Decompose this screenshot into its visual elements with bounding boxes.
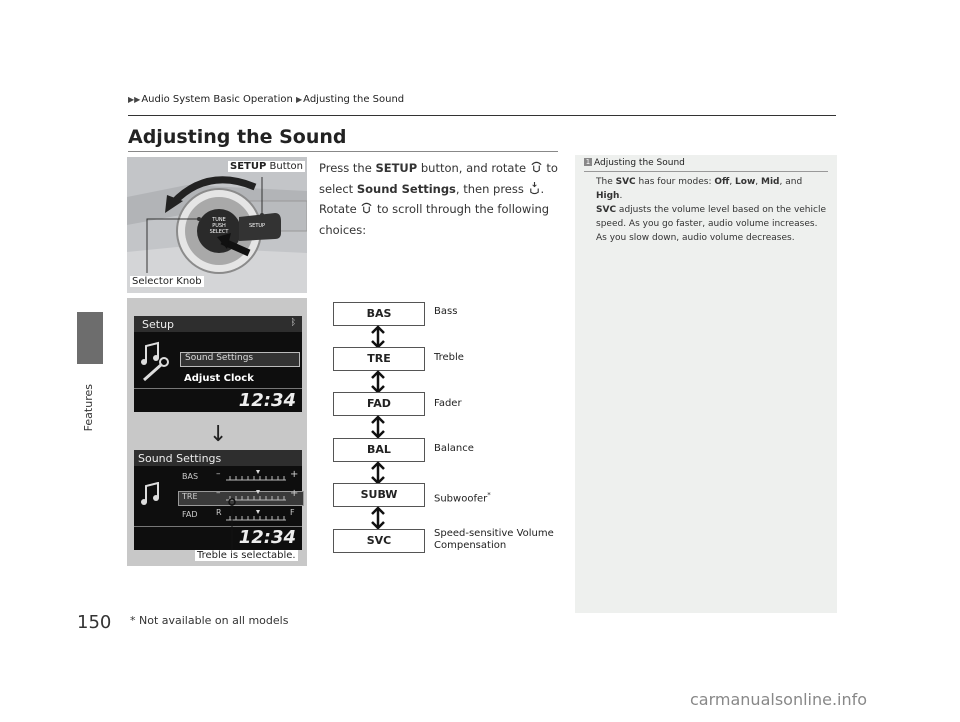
menu-item-adjust-clock[interactable]: Adjust Clock: [184, 373, 254, 384]
flow-desc: Bass: [434, 306, 458, 317]
rotate-knob-icon: [530, 161, 543, 174]
section-tab: [77, 312, 103, 364]
row-max: +: [290, 488, 299, 499]
screen-figure: [127, 298, 307, 566]
menu-item-sound-settings[interactable]: [180, 352, 300, 367]
flow-desc-text: Subwoofer: [434, 493, 488, 505]
breadcrumb-item[interactable]: Audio System Basic Operation: [141, 94, 293, 105]
press-knob-icon: [528, 182, 541, 195]
footnote: * Not available on all models: [130, 614, 289, 627]
section-label: Features: [82, 384, 95, 432]
row-max: F: [290, 508, 295, 517]
setup-screen: [134, 316, 302, 412]
intro-sound-settings: Sound Settings: [356, 181, 456, 196]
intro-text: button, and rotate: [417, 161, 530, 175]
double-arrow-icon: [370, 461, 386, 485]
note-bold: High: [596, 191, 620, 201]
menu-item-label: Sound Settings: [185, 353, 254, 363]
note-text: , and: [779, 177, 803, 187]
note-bold: SVC: [615, 177, 636, 187]
breadcrumb: [128, 94, 404, 105]
row-label: BAS: [182, 472, 199, 481]
note-text: adjusts the volume level based on the vehicle speed. As you go faster, audio volume increases. As you slow down, audio volume decreases.: [596, 205, 827, 243]
note-text: ,: [729, 177, 736, 187]
setup-button-text: SETUP: [249, 223, 266, 229]
double-arrow-icon: [370, 370, 386, 394]
clock: 12:34: [238, 527, 296, 548]
flow-box-svc: SVC: [333, 529, 425, 553]
knob-text: TUNE: [212, 217, 226, 223]
setup-button-label: [228, 161, 305, 172]
setup-label-rest: Button: [266, 161, 303, 172]
knob-text: PUSH: [212, 223, 226, 229]
intro-text: . Rotate: [319, 181, 545, 216]
note-text: The: [596, 177, 616, 187]
intro-text: , then press: [455, 181, 528, 196]
music-wrench-icon: [140, 340, 174, 384]
intro-setup: SETUP: [375, 161, 418, 175]
note-heading-text: Adjusting the Sound: [594, 158, 685, 168]
down-arrow-icon: ↓: [209, 422, 228, 447]
intro-paragraph: [319, 158, 559, 240]
note-heading: [584, 158, 685, 168]
flow-box-bas: BAS: [333, 302, 425, 326]
double-arrow-icon: [370, 415, 386, 439]
intro-text: Press the: [319, 161, 376, 175]
note-body: [596, 175, 828, 245]
note-number: 1: [585, 158, 591, 166]
sound-settings-screen: [134, 450, 302, 550]
intro-text: to select: [319, 161, 558, 196]
treble-caption: Treble is selectable.: [197, 550, 296, 561]
knob-text: SELECT: [209, 229, 229, 235]
bluetooth-icon: ᛒ: [290, 318, 296, 328]
rotate-knob-icon: [360, 202, 373, 215]
note-bold: Mid: [761, 177, 780, 187]
setup-screen-title: Setup: [142, 318, 175, 331]
flow-desc: Treble: [434, 352, 464, 363]
footnote-marker: *: [487, 491, 491, 499]
watermark: carmanualsonline.info: [690, 690, 868, 709]
row-label: TRE: [182, 492, 198, 501]
title-rule: [128, 151, 558, 152]
row-min: –: [216, 469, 221, 479]
row-label: FAD: [182, 510, 198, 519]
flow-desc: Balance: [434, 443, 474, 454]
row-min: –: [216, 488, 221, 498]
breadcrumb-arrow-icon: ▶: [296, 95, 303, 104]
callout-line: [227, 498, 237, 552]
flow-desc: [434, 489, 491, 505]
clock: 12:34: [238, 390, 296, 411]
double-arrow-icon: [370, 325, 386, 349]
double-arrow-icon: [370, 506, 386, 530]
row-min: R: [216, 508, 222, 517]
knob-label: [209, 217, 229, 235]
breadcrumb-arrow-icon: ▶▶: [128, 95, 141, 104]
sound-settings-title: Sound Settings: [138, 452, 222, 465]
flow-box-bal: BAL: [333, 438, 425, 462]
note-bold: Off: [714, 177, 730, 187]
note-bold: SVC: [596, 205, 617, 215]
music-note-icon: [140, 482, 162, 506]
flow-desc: Fader: [434, 398, 462, 409]
note-text: has four modes:: [635, 177, 715, 187]
flow-box-subw: SUBW: [333, 483, 425, 507]
intro-text: to scroll through the following choices:: [319, 202, 550, 237]
page-title: Adjusting the Sound: [128, 126, 347, 148]
header-rule: [128, 115, 836, 116]
note-bold: Low: [735, 177, 756, 187]
flow-desc-line: Speed-sensitive Volume: [434, 528, 554, 539]
breadcrumb-item[interactable]: Adjusting the Sound: [303, 94, 405, 105]
selector-knob-label: Selector Knob: [132, 276, 202, 287]
note-text: ,: [755, 177, 762, 187]
note-rule: [584, 171, 828, 172]
note-text: .: [619, 191, 623, 201]
knob-figure: [127, 157, 307, 293]
screen-divider: [134, 388, 302, 389]
side-note: [575, 155, 837, 613]
flow-desc-line: Compensation: [434, 540, 507, 551]
row-max: +: [290, 469, 299, 480]
flow-box-fad: FAD: [333, 392, 425, 416]
flow-box-tre: TRE: [333, 347, 425, 371]
flow-desc: [434, 528, 554, 552]
page-number: 150: [77, 612, 112, 633]
setup-label-bold: SETUP: [230, 161, 267, 172]
